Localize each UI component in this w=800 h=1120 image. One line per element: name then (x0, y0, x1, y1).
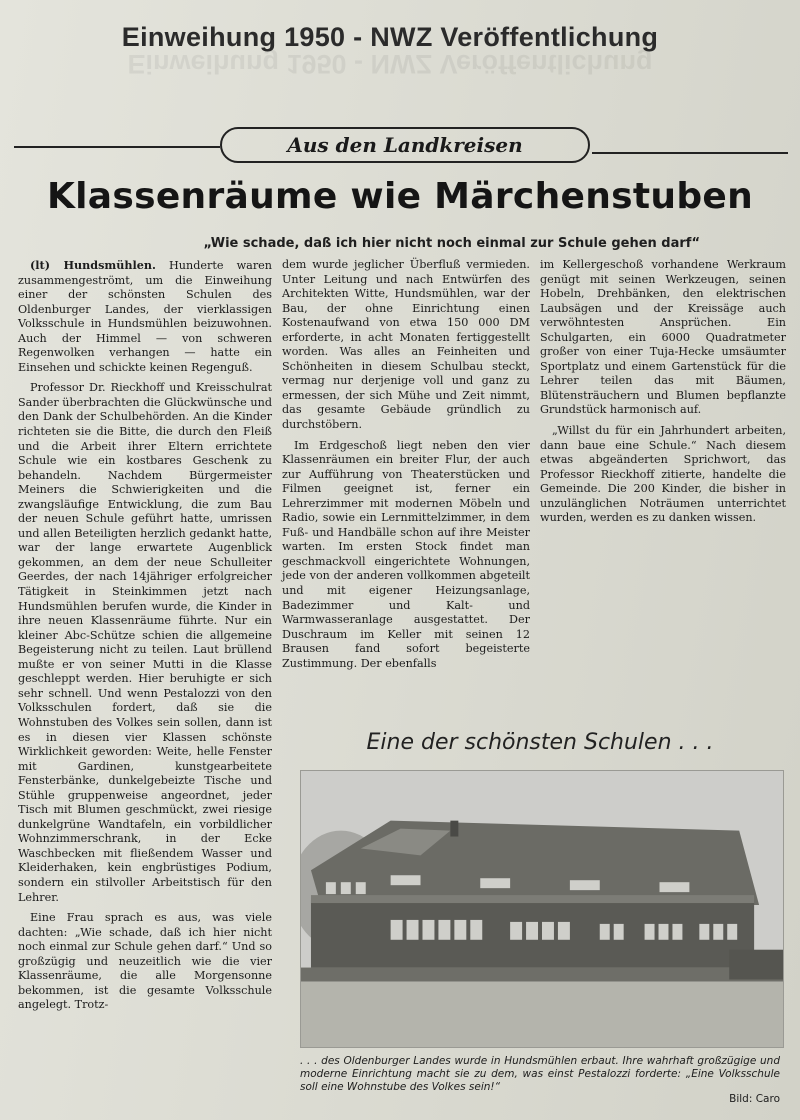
section-rule-left (14, 146, 220, 148)
article-headline: Klassenräume wie Märchenstuben (46, 176, 754, 217)
school-building-image (301, 771, 783, 1047)
article-column-3 (540, 258, 786, 526)
article-column-2 (282, 258, 530, 671)
article-paragraph: „Willst du für ein Jahrhundert arbeiten, dann baue eine Schule.“ Nach diesem etwas abgeänderten Sprichwort, das Professor Rieckhoff zitierte, handelte die Gemeinde. Die 200 Kinder, die bisher in unzulänglichen Noträumen unterrichtet wurden, werden es zu danken wissen. (540, 424, 786, 525)
section-rule-right (592, 152, 788, 154)
article-paragraph: im Kellergeschoß vorhandene Werkraum genügt mit seinen Werkzeugen, seinen Hobeln, Drehbänken, den elektrischen Laubsägen und der Kreissäge auch verwöhntesten Ansprüchen. Ein Schulgarten, ein 6000 Quadratmeter großer von einer Tuja-Hecke umsäumter Sportplatz und einem Gartenstück für die Lehrer teilen das mit Bäumen, Blütensträuchern und Blumen bepflanzte Grundstück harmonisch auf. (540, 258, 786, 417)
article-paragraph-text: Hunderte waren zusammengeströmt, um die Einweihung einer der schönsten Schulen des Oldenburger Landes, der vierklassigen Volksschule in Hundsmühlen beizuwohnen. Auch der Himmel — von schweren Regenwolken verhangen — hatte ein Einsehen und schickte keinen Regenguß. (18, 259, 272, 374)
photo-credit: Bild: Caro (729, 1093, 780, 1105)
article-subheadline: „Wie schade, daß ich hier nicht noch einmal zur Schule gehen darf“ (203, 236, 700, 251)
article-paragraph: Professor Dr. Rieckhoff und Kreisschulrat Sander überbrachten die Glückwünsche und den Dank der Schulbehörden. An die Kinder richteten sie die Bitte, die durch den Fleiß und die Arbeit ihrer Eltern errichtete Schule wie ein kostbares Geschenk zu behandeln. Nachdem Bürgermeister Meiners die Schwierigkeiten und die zwangsläufige Entwicklung, die zum Bau der neuen Schule geführt hatte, umrissen und allen Beteiligten herzlich gedankt hatte, war der lange erwartete Augenblick gekommen, an dem der neue Schulleiter Geerdes, der nach 14jähriger erfolgreicher Tätigkeit in Steinkimmen jetzt nach Hundsmühlen berufen wurde, die Kinder in ihre neuen Klassenräume führte. Nur ein kleiner Abc-Schütze schien die allgemeine Begeisterung nicht zu teilen. Laut brüllend mußte er von seiner Mutti in die Klasse geschleppt werden. Hier beruhigte er sich sehr schnell. Und wenn Pestalozzi von den Volksschulen fordert, daß sie die Wohnstuben des Volkes sein sollen, dann ist es in diesen vier Klassen schönste Wirklichkeit geworden: Weite, helle Fenster mit Gardinen, kunstgearbeitete Fensterbänke, dunkelgebeizte Tische und Stühle gruppenweise angeordnet, jeder Tisch mit Blumen geschmückt, zwei riesige dunkelgrüne Wandtafeln, ein vorbildlicher Wohnzimmerschrank, in der Ecke Waschbecken mit fließendem Wasser und Kleiderhaken, kein engbrüstiges Podium, sondern ein stilvoller Arbeitstisch für den Lehrer. (18, 381, 273, 904)
article-paragraph: Eine Frau sprach es aus, was viele dachten: „Wie schade, daß ich hier nicht noch einmal zur Schule gehen darf.“ Und so großzügig und neuzeitlich wie die vier Klassenräume, die alle Morgensonne bekommen, ist die gesamte Volksschule angelegt. Trotz- (18, 911, 272, 1012)
photo-heading: Eine der schönsten Schulen . . . (366, 730, 714, 755)
school-photo (300, 770, 784, 1048)
page-title: Einweihung 1950 - NWZ Veröffentlichung (121, 22, 659, 52)
article-dateline: (lt) Hundsmühlen. (30, 258, 156, 272)
photo-caption: . . . des Oldenburger Landes wurde in Hundsmühlen erbaut. Ihre wahrhaft großzügige und moderne Einrichtung macht sie zu dem, was einst Pestalozzi forderte: „Eine Volksschule soll eine Wohnstube des Volkes sein!“ (300, 1055, 780, 1093)
section-label: Aus den Landkreisen (220, 127, 590, 163)
page-title-ghost: Einweihung 1950 - NWZ Veröffentlichung (127, 49, 653, 79)
article-paragraph: Im Erdgeschoß liegt neben den vier Klassenräumen ein breiter Flur, der auch zur Aufführung von Theaterstücken und Filmen geeignet ist, ferner ein Lehrerzimmer mit modernen Möbeln und Radio, sowie ein Lernmittelzimmer, in dem Fuß- und Handbälle schon auf ihre Meister warten. Im ersten Stock findet man geschmackvoll eingerichtete Wohnungen, jede von der anderen vollkommen abgeteilt und mit eigener Heizungsanlage, Badezimmer und Kalt- und Warmwasseranlage ausgestattet. Der Duschraum im Keller mit seinen 12 Brausen fand sofort begeisterte Zustimmung. Der ebenfalls (282, 438, 530, 670)
article-column-1 (18, 258, 272, 1013)
article-paragraph (18, 258, 272, 375)
article-paragraph: dem wurde jeglicher Überfluß vermieden. Unter Leitung und nach Entwürfen des Architekten Witte, Hundsmühlen, war der Bau, der ohne Einrichtung einen Kostenaufwand von etwa 150 000 DM erforderte, in acht Monaten fertiggestellt worden. Was alles an Feinheiten und Schönheiten in diesem Schulbau steckt, vermag nur derjenige voll und ganz zu ermessen, der sich Mühe und Zeit nimmt, das gesamte Gebäude gründlich zu durchstöbern. (282, 258, 530, 432)
